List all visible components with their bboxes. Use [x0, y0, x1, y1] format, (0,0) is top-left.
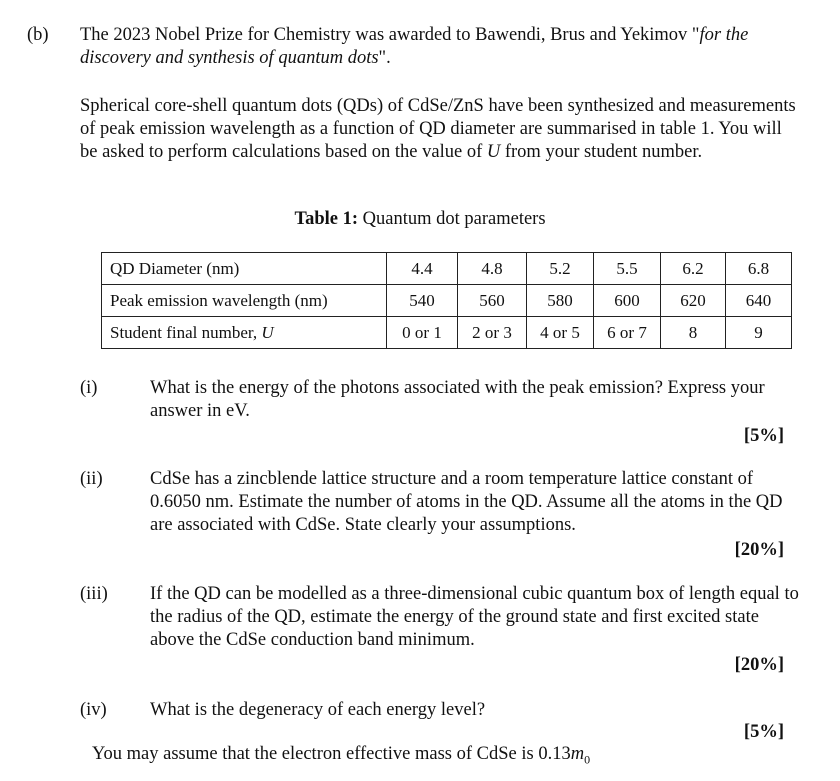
question-marks: [20%]: [734, 540, 784, 560]
table-cell: 540: [387, 285, 458, 317]
table-cell: 6 or 7: [594, 317, 661, 349]
description-paragraph: Spherical core-shell quantum dots (QDs) of CdSe/ZnS have been synthesized and measurements of peak emission wavelength as a function of QD diameter are summarised in table 1. You will be asked to perform calculations based on the value of U from your student number.: [80, 96, 796, 162]
table-cell: 4.4: [387, 253, 458, 285]
table-cell: 5.5: [594, 253, 661, 285]
intro-italic: for the discovery and synthesis of quantum dots: [80, 25, 749, 68]
table-caption: Table 1: Quantum dot parameters: [294, 209, 546, 229]
table-row: [102, 285, 792, 317]
question-text: What is the degeneracy of each energy level?: [150, 700, 486, 720]
table-cell: 580: [527, 285, 594, 317]
question-marks: [20%]: [734, 655, 784, 675]
question-number: (ii): [80, 469, 103, 489]
question-text: CdSe has a zincblende lattice structure and a room temperature lattice constant of 0.6050 nm. Estimate the number of atoms in the QD. Assume all the atoms in the QD are associated with CdSe. State clearly your assumptions.: [150, 469, 783, 535]
table-cell: 600: [594, 285, 661, 317]
table-cell: 4.8: [458, 253, 527, 285]
table-row: [102, 253, 792, 285]
row-label: QD Diameter (nm): [102, 253, 387, 285]
question-number: (iv): [80, 700, 107, 720]
table-cell: 620: [661, 285, 726, 317]
question-marks: [5%]: [743, 426, 784, 446]
row-label: Student final number, U: [102, 317, 387, 349]
table-cell: 9: [726, 317, 792, 349]
question-text: If the QD can be modelled as a three-dimensional cubic quantum box of length equal to the radius of the QD, estimate the energy of the ground state and first excited state above the CdSe conduction band minimum.: [150, 584, 799, 650]
table-cell: 6.2: [661, 253, 726, 285]
table-cell: 4 or 5: [527, 317, 594, 349]
question-marks: [5%]: [743, 722, 784, 742]
table-cell: 2 or 3: [458, 317, 527, 349]
question-number: (iii): [80, 584, 108, 604]
question-text: What is the energy of the photons associated with the peak emission? Express your answer in eV.: [150, 378, 765, 421]
table-cell: 8: [661, 317, 726, 349]
table-cell: 5.2: [527, 253, 594, 285]
intro-text: The 2023 Nobel Prize for Chemistry was awarded to Bawendi, Brus and Yekimov "for the discovery and synthesis of quantum dots".: [80, 25, 749, 68]
table-row: [102, 317, 792, 349]
effective-mass-note: You may assume that the electron effective mass of CdSe is $0.13m_0$: [92, 744, 591, 767]
row-label: Peak emission wavelength (nm): [102, 285, 387, 317]
quantum-dot-table: [101, 252, 792, 349]
table-cell: 640: [726, 285, 792, 317]
table-cell: 6.8: [726, 253, 792, 285]
part-label: (b): [27, 25, 49, 45]
question-number: (i): [80, 378, 98, 398]
table-cell: 560: [458, 285, 527, 317]
table-cell: 0 or 1: [387, 317, 458, 349]
